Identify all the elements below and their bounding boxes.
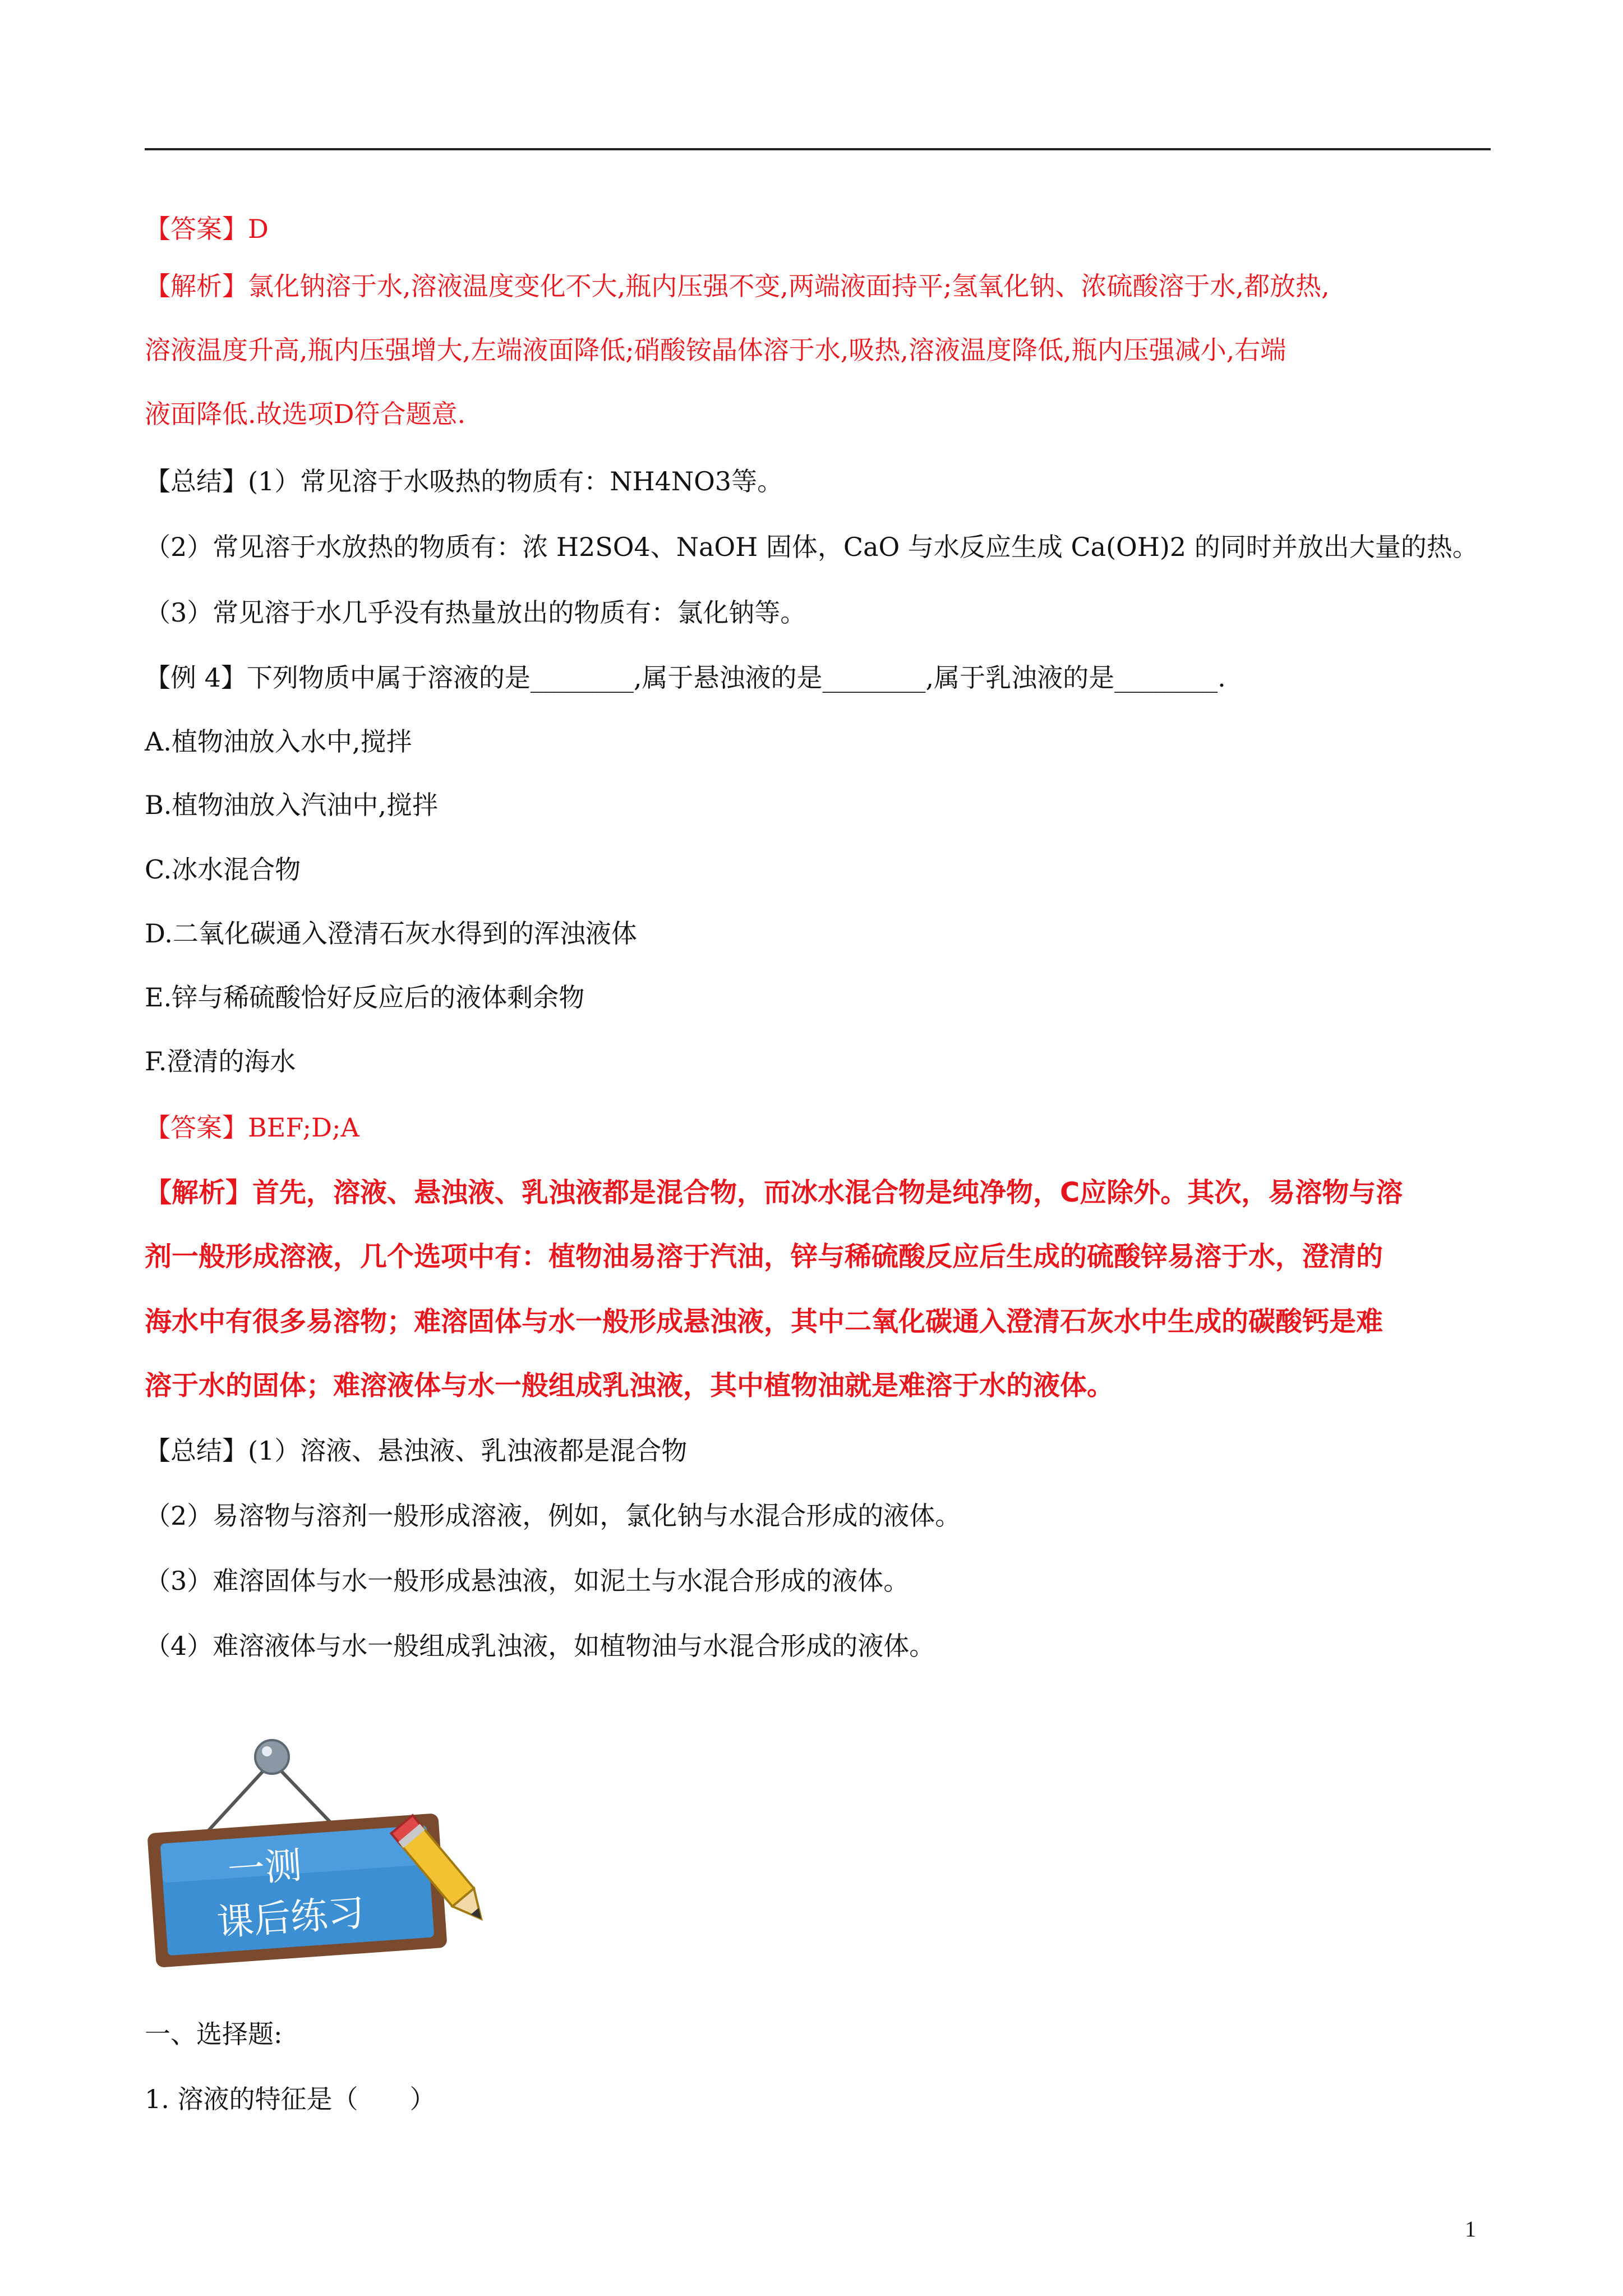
- analysis-line: 海水中有很多易溶物；难溶固体与水一般形成悬浊液，其中二氧化碳通入澄清石灰水中生成的碳酸钙是难: [145, 1306, 1384, 1337]
- badge-graphic: [140, 1733, 499, 1980]
- option-f: F.澄清的海水: [145, 1046, 296, 1076]
- answer-line-1: [145, 212, 1502, 246]
- analysis-line: 【解析】氯化钠溶于水,溶液温度变化不大,瓶内压强不变,两端液面持平;氢氧化钠、浓硫酸溶于水,都放热,: [145, 271, 1330, 301]
- summary-line: （4）难溶液体与水一般组成乳浊液，如植物油与水混合形成的液体。: [145, 1631, 935, 1661]
- summary-line: （3）难溶固体与水一般形成悬浊液，如泥土与水混合形成的液体。: [145, 1566, 910, 1596]
- answer-line-2: [145, 1111, 1502, 1144]
- analysis-line: 溶于水的固体；难溶液体与水一般组成乳浊液，其中植物油就是难溶于水的液体。: [145, 1370, 1114, 1401]
- option-a: A.植物油放入水中,搅拌: [145, 726, 412, 757]
- summary-line: （3）常见溶于水几乎没有热量放出的物质有：氯化钠等。: [145, 597, 806, 628]
- answer-tag: 【答案】: [145, 214, 248, 244]
- exercise-heading: 一、选择题:: [145, 2019, 283, 2049]
- analysis-line: 液面降低.故选项D符合题意.: [145, 399, 466, 429]
- pin-icon: [255, 1740, 289, 1774]
- page-number: 1: [1465, 2216, 1476, 2242]
- analysis-line: 剂一般形成溶液，几个选项中有：植物油易溶于汽油，锌与稀硫酸反应后生成的硫酸锌易溶于水，澄清的: [145, 1241, 1384, 1272]
- summary-line: （2）常见溶于水放热的物质有：浓 H2SO4、NaOH 固体，CaO 与水反应生成 Ca(OH)2 的同时并放出大量的热。: [145, 532, 1478, 562]
- summary-line: （2）易溶物与溶剂一般形成溶液，例如，氯化钠与水混合形成的液体。: [145, 1501, 961, 1531]
- answer-value: D: [248, 214, 269, 244]
- pin-highlight: [262, 1746, 272, 1756]
- option-c: C.冰水混合物: [145, 854, 301, 885]
- summary-line: 【总结】(1）常见溶于水吸热的物质有：NH4NO3等。: [145, 466, 783, 496]
- example-question: 【例 4】下列物质中属于溶液的是________,属于悬浊液的是________,属于乳浊液的是________.: [145, 662, 1226, 693]
- option-d: D.二氧化碳通入澄清石灰水得到的浑浊液体: [145, 918, 637, 949]
- analysis-line: 溶液温度升高,瓶内压强增大,左端液面降低;硝酸铵晶体溶于水,吸热,溶液温度降低,瓶内压强减小,右端: [145, 335, 1287, 365]
- option-b: B.植物油放入汽油中,搅拌: [145, 790, 439, 820]
- option-e: E.锌与稀硫酸恰好反应后的液体剩余物: [145, 982, 585, 1013]
- practice-badge: [140, 1733, 499, 1980]
- badge-line-2: 课后练习: [215, 1890, 366, 1945]
- question-1: 1. 溶液的特征是（ ）: [145, 2084, 436, 2114]
- answer-tag: 【答案】: [145, 1112, 248, 1143]
- analysis-line: 【解析】首先，溶液、悬浊液、乳浊液都是混合物，而冰水混合物是纯净物，C应除外。其次，易溶物与溶: [145, 1177, 1403, 1208]
- badge-line-1: 一测: [226, 1843, 303, 1892]
- header-rule: [145, 148, 1491, 150]
- summary-line: 【总结】(1）溶液、悬浊液、乳浊液都是混合物: [145, 1435, 688, 1466]
- answer-value: BEF;D;A: [248, 1112, 359, 1143]
